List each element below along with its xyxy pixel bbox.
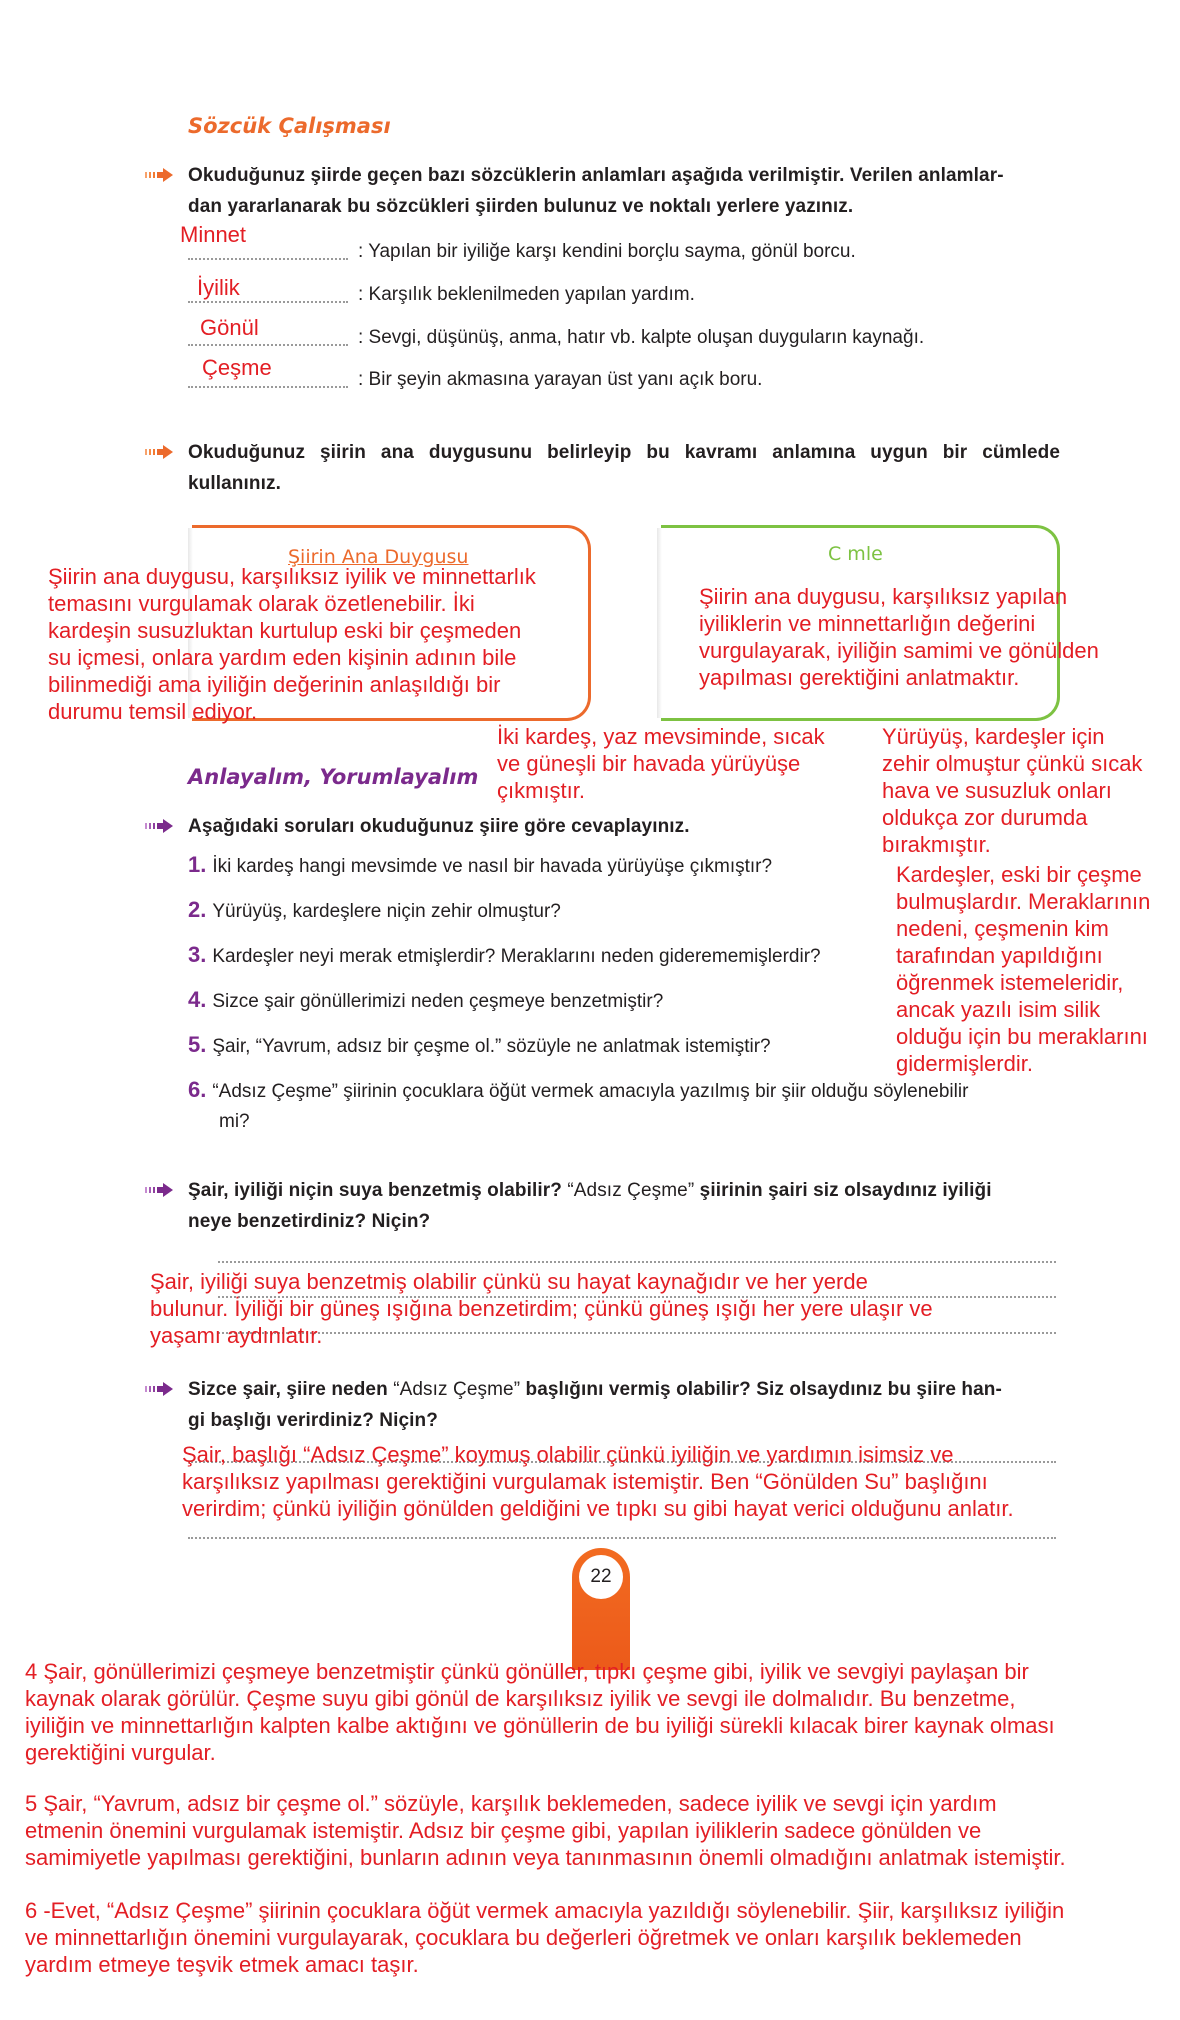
answer-line: yaşamı aydınlatır. xyxy=(150,1323,323,1348)
answer-line: bırakmıştır. xyxy=(882,832,991,857)
question-number: 6. xyxy=(188,1077,207,1102)
question-6 xyxy=(188,1077,1068,1103)
question-text: Şair, “Yavrum, adsız bir çeşme ol.” sözüyle ne anlatmak istemiştir? xyxy=(212,1036,771,1057)
question-1 xyxy=(188,852,772,878)
instruction-iyilik-su xyxy=(188,1175,1068,1237)
answer-line: etmenin önemini vurgulamak istemiştir. Adsız bir çeşme gibi, yapılan iyiliklerin sadece gönülden ve xyxy=(25,1818,982,1843)
dotted-answer-line xyxy=(188,386,348,388)
question-6-cont: mi? xyxy=(219,1111,250,1132)
answer-line: oldukça zor durumda xyxy=(882,805,1088,830)
question-number: 3. xyxy=(188,942,207,967)
answer-line: ve güneşli bir havada yürüyüşe xyxy=(497,751,801,776)
answer-line: hava ve susuzluk onları xyxy=(882,778,1112,803)
answer-word-cesme[interactable]: Çeşme xyxy=(202,355,272,380)
answer-word-iyilik[interactable]: İyilik xyxy=(197,275,240,300)
answer-line: kardeşin susuzluktan kurtulup eski bir çeşmeden xyxy=(48,618,522,643)
dotted-answer-line xyxy=(188,258,348,260)
answer-line: ancak yazılı isim silik xyxy=(896,997,1101,1022)
page-number-tab xyxy=(572,1548,630,1670)
answer-line: Şair, iyiliği suya benzetmiş olabilir çünkü su hayat kaynağıdır ve her yerde xyxy=(150,1269,868,1294)
section-heading-anlayalim: Anlayalım, Yorumlayalım xyxy=(188,765,479,789)
answer-line: 6 -Evet, “Adsız Çeşme” şiirinin çocuklara öğüt vermek amacıyla yazıldığı söylenebilir. Şiir, karşılıksız iyiliğin xyxy=(25,1898,1065,1923)
answer-q1 xyxy=(497,723,825,804)
answer-line: su içmesi, onlara yardım eden kişinin adının bile xyxy=(48,645,517,670)
answer-line: ve minnettarlığın önemini vurgulayarak, çocuklara bu değerleri öğretmek ve onları karşılık beklemeden xyxy=(25,1925,1022,1950)
dotted-answer-line xyxy=(188,344,348,346)
answer-line: olduğu için bu meraklarını xyxy=(896,1024,1148,1049)
arrow-right-icon xyxy=(145,445,175,459)
dotted-answer-line xyxy=(188,301,348,303)
question-text: Sizce şair gönüllerimizi neden çeşmeye benzetmiştir? xyxy=(212,991,664,1012)
definition-text: : Yapılan bir iyiliğe karşı kendini borçlu sayma, gönül borcu. xyxy=(358,241,856,262)
answer-line: vurgulayarak, iyiliğin samimi ve gönülden xyxy=(699,638,1099,663)
instruction-line xyxy=(188,1175,1068,1206)
definition-text: : Sevgi, düşünüş, anma, hatır vb. kalpte oluşan duyguların kaynağı. xyxy=(358,327,925,348)
box-title-cumle: C mle xyxy=(828,543,883,565)
answer-iyilik-su[interactable] xyxy=(150,1268,1070,1349)
question-number: 5. xyxy=(188,1032,207,1057)
answer-line: Şair, başlığı “Adsız Çeşme” koymuş olabilir çünkü iyiliğin ve yardımın isimsiz ve xyxy=(182,1442,954,1467)
question-text: İki kardeş hangi mevsimde ve nasıl bir havada yürüyüşe çıkmıştır? xyxy=(212,856,773,877)
answer-line: samimiyetle yapılması gerektiğini, bunların adının veya tanınmasının önemli olmadığını anlatmak istemiştir. xyxy=(25,1845,1066,1870)
definition-text: : Karşılık beklenilmeden yapılan yardım. xyxy=(358,284,695,305)
dotted-answer-line xyxy=(218,1261,1056,1263)
question-4 xyxy=(188,987,663,1013)
answer-line: nedeni, çeşmenin kim xyxy=(896,916,1109,941)
answer-line: bulmuşlardır. Meraklarının xyxy=(896,889,1151,914)
question-text: Yürüyüş, kardeşlere niçin zehir olmuştur? xyxy=(212,901,561,922)
answer-line: Şiirin ana duygusu, karşılıksız yapılan xyxy=(699,584,1068,609)
question-5 xyxy=(188,1032,771,1058)
question-text: Kardeşler neyi merak etmişlerdir? Meraklarını neden giderememişlerdir? xyxy=(212,946,821,967)
question-number: 1. xyxy=(188,852,207,877)
instruction-bold: Şair, iyiliği niçin suya benzetmiş olabilir? xyxy=(188,1180,568,1201)
answer-q2 xyxy=(882,723,1142,858)
instruction-bold: şiirinin şairi siz olsaydınız iyiliği xyxy=(694,1180,992,1201)
instruction-line: kullanınız. xyxy=(188,473,281,494)
answer-baslik[interactable] xyxy=(182,1441,1162,1522)
answer-line: karşılıksız yapılması gerektiğini vurgulamak istemiştir. Ben “Gönülden Su” başlığını xyxy=(182,1469,988,1494)
answer-ana-duygu xyxy=(48,563,608,725)
answer-line: Kardeşler, eski bir çeşme xyxy=(896,862,1142,887)
instruction-line: dan yararlanarak bu sözcükleri şiirden bulunuz ve noktalı yerlere yazınız. xyxy=(188,196,854,217)
answer-line: yapılması gerektiğini anlatmaktır. xyxy=(699,665,1020,690)
answer-line: Şiirin ana duygusu, karşılıksız iyilik ve minnettarlık xyxy=(48,564,536,589)
answer-q4 xyxy=(25,1658,1175,1766)
answer-line: verirdim; çünkü iyiliğin gönülden geldiğini ve tıpkı su gibi hayat verici olduğunu anlatır. xyxy=(182,1496,1014,1521)
answer-line: bulunur. İyiliği bir güneş ışığına benzetirdim; çünkü güneş ışığı her yere ulaşır ve xyxy=(150,1296,933,1321)
answer-line: çıkmıştır. xyxy=(497,778,585,803)
instruction-quote: “Adsız Çeşme” xyxy=(393,1379,521,1400)
answer-line: iyiliğin ve minnettarlığın kalpten kalbe aktığını ve gönüllerin de bu iyiliği sürekli kılacak birer kaynak olması xyxy=(25,1713,1055,1738)
answer-line: gerektiğini vurgular. xyxy=(25,1740,216,1765)
answer-line: 5 Şair, “Yavrum, adsız bir çeşme ol.” sözüyle, karşılık beklemeden, sadece iyilik ve sevgi için yardım xyxy=(25,1791,997,1816)
question-number: 2. xyxy=(188,897,207,922)
answer-line: iyiliklerin ve minnettarlığın değerini xyxy=(699,611,1036,636)
answer-line: bilinmediği ama iyiliğin değerinin anlaşıldığı bir xyxy=(48,672,501,697)
answer-word-gonul[interactable]: Gönül xyxy=(200,315,259,340)
instruction-line: gi başlığı verirdiniz? Niçin? xyxy=(188,1410,438,1431)
answer-line: gidermişlerdir. xyxy=(896,1051,1033,1076)
arrow-right-icon xyxy=(145,819,175,833)
question-2 xyxy=(188,897,561,923)
answer-q5 xyxy=(25,1790,1175,1871)
question-3 xyxy=(188,942,821,968)
arrow-right-icon xyxy=(145,1183,175,1197)
box-title-ana-duygu: Şiirin Ana Duygusu xyxy=(288,546,469,568)
arrow-right-icon xyxy=(145,168,175,182)
section-heading-sozcuk-calismasi: Sözcük Çalışması xyxy=(188,114,391,138)
answer-line: zehir olmuştur çünkü sıcak xyxy=(882,751,1143,776)
answer-line: temasını vurgulamak olarak özetlenebilir. İki xyxy=(48,591,475,616)
answer-line: kaynak olarak görülür. Çeşme suyu gibi gönül de karşılıksız iyilik ve sevgi ile dolmalıdır. Bu benzetme, xyxy=(25,1686,1016,1711)
answer-q6 xyxy=(25,1897,1175,1978)
answer-line: öğrenmek istemeleridir, xyxy=(896,970,1124,995)
page-number: 22 xyxy=(579,1555,623,1599)
answer-line: Yürüyüş, kardeşler için xyxy=(882,724,1105,749)
question-number: 4. xyxy=(188,987,207,1012)
answer-cumle xyxy=(699,583,1179,691)
answer-line: yardım etmeye teşvik etmek amacı taşır. xyxy=(25,1952,419,1977)
answer-line: durumu temsil ediyor. xyxy=(48,699,258,724)
answer-line: 4 Şair, gönüllerimizi çeşmeye benzetmiştir çünkü gönüller, tıpkı çeşme gibi, iyilik ve sevgiyi paylaşan bir xyxy=(25,1659,1029,1684)
answer-line: tarafından yapıldığını xyxy=(896,943,1103,968)
question-text: “Adsız Çeşme” şiirinin çocuklara öğüt vermek amacıyla yazılmış bir şiir olduğu söylenebilir xyxy=(212,1081,969,1102)
answer-q3 xyxy=(896,861,1150,1077)
dotted-answer-line xyxy=(188,1537,1056,1539)
definition-text: : Bir şeyin akmasına yarayan üst yanı açık boru. xyxy=(358,369,763,390)
instruction-line xyxy=(188,1374,1068,1405)
answer-word-minnet[interactable]: Minnet xyxy=(180,222,247,247)
instruction-bold: başlığını vermiş olabilir? Siz olsaydınız bu şiire han- xyxy=(520,1379,1002,1400)
instruction-quote: “Adsız Çeşme” xyxy=(567,1180,695,1201)
instruction-sozcuk xyxy=(188,160,1068,222)
instruction-line: neye benzetirdiniz? Niçin? xyxy=(188,1211,431,1232)
instruction-line: Okuduğunuz şiirin ana duygusunu belirleyip bu kavramı anlamına uygun bir cümlede xyxy=(188,442,1060,463)
instruction-bold: Sizce şair, şiire neden xyxy=(188,1379,394,1400)
instruction-ana-duygu xyxy=(188,437,1060,499)
instruction-line: Okuduğunuz şiirde geçen bazı sözcüklerin anlamları aşağıda verilmiştir. Verilen anlamlar- xyxy=(188,165,1004,186)
instruction-baslik xyxy=(188,1374,1068,1436)
answer-line: İki kardeş, yaz mevsiminde, sıcak xyxy=(497,724,825,749)
instruction-sorular: Aşağıdaki soruları okuduğunuz şiire göre cevaplayınız. xyxy=(188,816,690,837)
arrow-right-icon xyxy=(145,1382,175,1396)
